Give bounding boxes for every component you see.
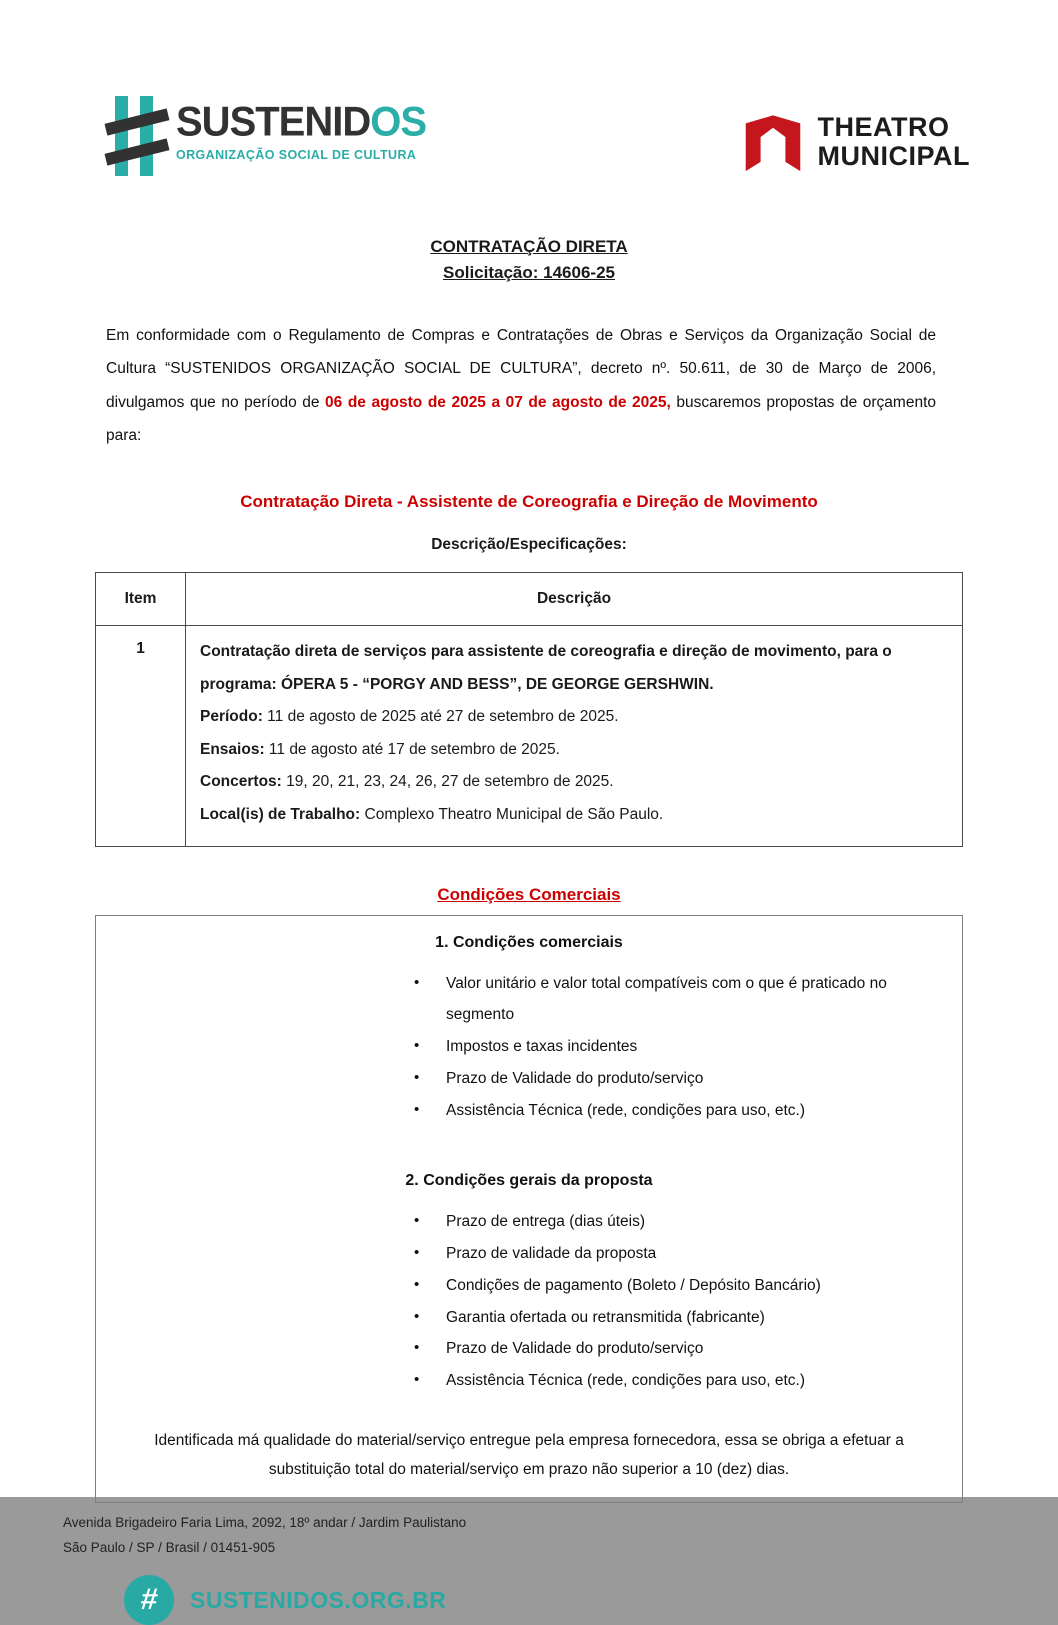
bullet-text: Prazo de Validade do produto/serviço bbox=[446, 1069, 704, 1087]
spec-table-header-row bbox=[96, 573, 963, 626]
conditions-closing-paragraph: Identificada má qualidade do material/serviço entregue pela empresa fornecedora, essa se obriga a efetuar a substituição total do material/serviço em prazo não superior a 10 (dez) dias. bbox=[154, 1431, 904, 1478]
spec-table-row bbox=[96, 626, 963, 846]
bullet-text: Impostos e taxas incidentes bbox=[446, 1038, 638, 1056]
bullet-text: Assistência Técnica (rede, condições para uso, etc.) bbox=[446, 1372, 805, 1390]
condition-bullet-item bbox=[414, 1095, 902, 1127]
condition-bullet-list bbox=[414, 968, 902, 1127]
theatro-line2: MUNICIPAL bbox=[817, 141, 970, 171]
sustenidos-logo bbox=[112, 96, 426, 176]
footer-address bbox=[63, 1511, 1058, 1561]
footer-brand bbox=[124, 1575, 1058, 1625]
condition-bullet-item bbox=[414, 1270, 902, 1302]
theatro-line1: THEATRO bbox=[817, 111, 950, 142]
subject-heading: Contratação Direta - Assistente de Coreografia e Direção de Movimento bbox=[240, 492, 818, 512]
condition-bullet-item bbox=[414, 1365, 902, 1397]
theatro-municipal-logo bbox=[742, 106, 971, 178]
bullet-dot-icon: • bbox=[414, 1371, 420, 1389]
bullet-text: Garantia ofertada ou retransmitida (fabricante) bbox=[446, 1308, 765, 1326]
condition-bullet-item bbox=[414, 1206, 902, 1238]
theatro-wordmark bbox=[818, 113, 971, 171]
col-header-descricao: Descrição bbox=[186, 573, 963, 626]
conditions-heading: Condições Comerciais bbox=[437, 884, 621, 904]
bullet-text: Assistência Técnica (rede, condições para uso, etc.) bbox=[446, 1101, 805, 1119]
bullet-text: Prazo de entrega (dias úteis) bbox=[446, 1213, 646, 1231]
condition-section-title: 2. Condições gerais da proposta bbox=[405, 1172, 653, 1190]
condition-bullet-item bbox=[414, 1302, 902, 1334]
bullet-text: Prazo de validade da proposta bbox=[446, 1245, 657, 1263]
spec-label: Descrição/Especificações: bbox=[431, 536, 627, 554]
sustenidos-hashtag-icon bbox=[112, 96, 164, 176]
bullet-dot-icon: • bbox=[414, 1037, 420, 1055]
condition-bullet-item bbox=[414, 1063, 902, 1095]
footer-site-url: SUSTENIDOS.ORG.BR bbox=[190, 1586, 447, 1613]
description-line: Local(is) de Trabalho: Complexo Theatro Municipal de São Paulo. bbox=[200, 805, 664, 823]
spec-table bbox=[95, 572, 963, 846]
conditions-box bbox=[95, 915, 963, 1504]
condition-bullet-list bbox=[414, 1206, 902, 1397]
bullet-dot-icon: • bbox=[414, 1275, 420, 1293]
bullet-dot-icon: • bbox=[414, 1100, 420, 1118]
bullet-dot-icon: • bbox=[414, 1212, 420, 1230]
bullet-dot-icon: • bbox=[414, 1307, 420, 1325]
bullet-dot-icon: • bbox=[414, 1244, 420, 1262]
condition-section-title: 1. Condições comerciais bbox=[435, 933, 623, 951]
intro-part1: Em conformidade com o Regulamento de Compras e Contratações de Obras e Serviços da Organização Social de Cultura “SUSTENIDOS ORGANIZAÇÃO SOCIAL DE CULTURA”, decreto nº. 50.611, de 30 de Março de 2006, divulgamos que no período de bbox=[106, 327, 936, 411]
item-number-cell: 1 bbox=[96, 626, 186, 846]
bullet-dot-icon: • bbox=[414, 1339, 420, 1357]
bullet-text: Condições de pagamento (Boleto / Depósito Bancário) bbox=[446, 1276, 821, 1294]
sustenidos-wordmark bbox=[176, 96, 426, 162]
description-line: Ensaios: 11 de agosto até 17 de setembro de 2025. bbox=[200, 740, 560, 758]
intro-paragraph bbox=[106, 319, 936, 452]
document-title bbox=[0, 234, 1058, 285]
sustenidos-name-dark: SUSTENID bbox=[176, 98, 371, 146]
title-line2: Solicitação: 14606-25 bbox=[443, 262, 615, 282]
conditions-sections bbox=[96, 934, 962, 1397]
description-line: Período: 11 de agosto de 2025 até 27 de setembro de 2025. bbox=[200, 708, 619, 726]
condition-bullet-item bbox=[414, 968, 902, 1032]
sustenidos-tagline: ORGANIZAÇÃO SOCIAL DE CULTURA bbox=[176, 148, 417, 162]
condition-bullet-item bbox=[414, 1031, 902, 1063]
col-header-item: Item bbox=[96, 573, 186, 626]
description-line: Contratação direta de serviços para assistente de coreografia e direção de movimento, para o programa: ÓPERA 5 - “PORGY AND BESS”, DE GEORGE GERSHWIN. bbox=[200, 643, 892, 693]
bullet-text: Valor unitário e valor total compatíveis com o que é praticado no segmento bbox=[446, 974, 887, 1024]
header bbox=[112, 96, 970, 178]
theatro-arch-icon bbox=[742, 106, 804, 178]
footer-address-line2: São Paulo / SP / Brasil / 01451-905 bbox=[63, 1540, 276, 1556]
bullet-text: Prazo de Validade do produto/serviço bbox=[446, 1340, 704, 1358]
intro-date-highlight: 06 de agosto de 2025 a 07 de agosto de 2025, bbox=[325, 393, 671, 411]
bullet-dot-icon: • bbox=[414, 973, 420, 991]
sustenidos-name-teal: OS bbox=[370, 98, 427, 146]
description-line: Concertos: 19, 20, 21, 23, 24, 26, 27 de setembro de 2025. bbox=[200, 773, 614, 791]
condition-bullet-item bbox=[414, 1238, 902, 1270]
bullet-dot-icon: • bbox=[414, 1068, 420, 1086]
condition-bullet-item bbox=[414, 1333, 902, 1365]
footer-address-line1: Avenida Brigadeiro Faria Lima, 2092, 18º andar / Jardim Paulistano bbox=[63, 1515, 467, 1531]
title-line1: CONTRATAÇÃO DIRETA bbox=[430, 237, 628, 256]
description-cell bbox=[186, 626, 963, 846]
sustenidos-circle-hashtag-icon: # bbox=[124, 1575, 174, 1625]
intro-part2: buscaremos propostas de orçamento para: bbox=[106, 393, 936, 444]
